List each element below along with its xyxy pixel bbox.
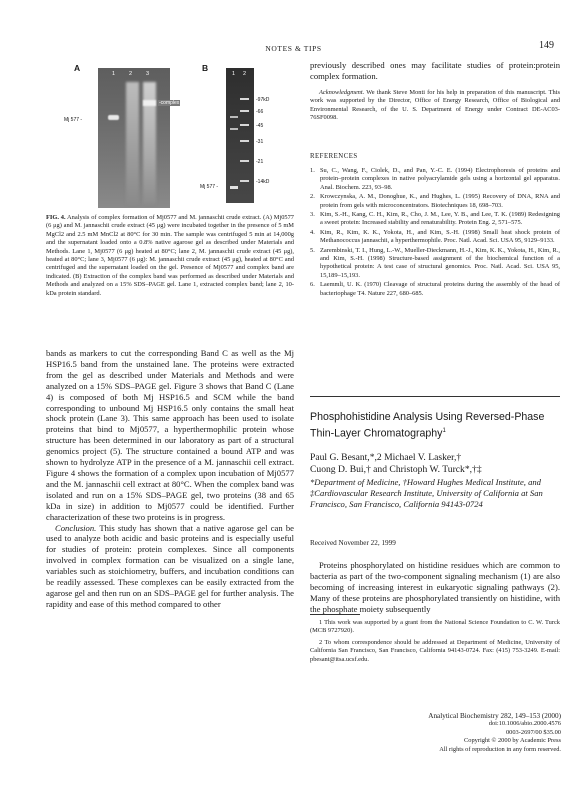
figure-caption	[46, 214, 294, 298]
reference-item: 6. Laemmli, U. K. (1970) Cleavage of structural proteins during the assembly of the head of bacteriophage T4. Nature 227, 680–685.	[310, 281, 560, 297]
rights: All rights of reproduction in any form reserved.	[439, 745, 561, 753]
gel-image-b	[226, 68, 254, 203]
complex-band	[143, 100, 156, 106]
reference-item: 3. Kim, S.-H., Kang, C. H., Kim, R., Cho, J. M., Lee, Y. B., and Lee, T. K. (1989) Redesigning a sweet protein: Increased stability and renaturability. Protein Eng. 2, 571–575.	[310, 211, 560, 227]
ack-text: We thank Steve Monti for his help in preparation of this manuscript. This work was supported by the Director, Office of Energy Research, Office of Biological and Environmental Research, of the U. S. Department of Energy under Contract DE-AC03-76SF0098.	[310, 89, 560, 122]
conclusion-paragraph	[46, 523, 294, 610]
reference-item: 1. Su, C., Wang, F., Ciolek, D., and Pan, Y.-C. E. (1994) Electrophoresis of proteins and protein–protein complexes in native polyacrylamide gels using a horizontal gel apparatus. Anal. Biochem. 223, 93–98.	[310, 167, 560, 191]
copyright: Copyright © 2000 by Academic Press	[464, 737, 561, 745]
doi: doi:10.1006/abio.2000.4576	[488, 720, 561, 728]
footnote-rule	[310, 614, 360, 615]
caption-text: Analysis of complex formation of Mj0577 and M. jannaschii crude extract. (A) Mj0577 (6 μg) and M. jannaschii crude extract (45 μg) were incubated together in the presence of 5 mM MgCl2 and 2.5 mM MnCl2 at 80°C for 30 min. The sample was centrifuged 5 min at 14,000g and the supernatant loaded onto a 0.8% native agarose gel as described under Materials and Methods. Lane 1, Mj0577 (6 μg) heated at 80°C; lane 2, M. jannaschii crude extract (45 μg), heated at 80°C; lane 3, Mj0577 (6 μg): M. jannaschii crude extract (45 μg), heated at 80°C and centrifuged and the supernatant loaded on the gel. Presence of Mj0577 and complex band are indicated. (B) Extraction of the complex band was performed as described under Materials and Methods and analyzed on a 15% SDS–PAGE gel. Lane 1, extracted complex band; lane 2, 10-kDa protein standard.	[46, 214, 294, 297]
right-continuation: previously described ones may facilitate studies of protein:protein complex formation.	[310, 60, 560, 81]
journal-citation: Analytical Biochemistry 282, 149–153 (2000)	[428, 712, 561, 720]
complex-marker-label: -complex	[159, 100, 180, 106]
figure-panel-a-label: A	[74, 63, 81, 73]
mj577-band	[108, 115, 119, 120]
lane-label: 1	[112, 71, 116, 77]
mw-tick: -66	[256, 109, 264, 115]
article-title: Phosphohistidine Analysis Using Reversed-Phase Thin-Layer Chromatography$^1$	[310, 411, 545, 440]
references-heading: REFERENCES	[310, 153, 358, 160]
journal-footer	[321, 712, 561, 754]
standard-band	[240, 160, 249, 162]
ack-heading: Acknowledgment.	[319, 89, 365, 96]
issn-price: 0003-2697/00 $35.00	[505, 728, 561, 736]
standard-band	[240, 98, 249, 100]
footnote-1: 1 This work was supported by a grant from the National Science Foundation to C. W. Turck (MCB 9727920).	[310, 619, 560, 635]
title-footnote-mark: 1	[442, 427, 446, 434]
mj577-marker-label: Mj 577 -	[64, 117, 83, 123]
figure-panel-b-label: B	[202, 63, 209, 73]
mw-tick: -14kD	[256, 179, 270, 185]
lane-label: 2	[243, 71, 247, 77]
lane-2-smear	[126, 82, 139, 204]
authors	[310, 452, 560, 476]
affiliation: *Department of Medicine, †Howard Hughes Medical Institute, and ‡Cardiovascular Research Institute, University of California at San Francisco, San Francisco, California 94143-0724	[310, 477, 543, 509]
reference-item: 2. Krowczynska, A. M., Donoghue, K., and Hughes, L. (1995) Recovery of DNA, RNA and protein from gels with microconcentrators. Biotechniques 18, 698–703.	[310, 193, 560, 209]
authors-line: Cuong D. Bui,† and Christoph W. Turck*,†‡	[310, 464, 482, 475]
received-date: Received November 22, 1999	[310, 539, 396, 547]
section-divider	[310, 396, 560, 397]
extracted-band	[230, 116, 238, 118]
standard-band	[240, 180, 249, 182]
extracted-band	[230, 128, 238, 130]
authors-line: Paul G. Besant,*,2 Michael V. Lasker,†	[310, 452, 462, 463]
mw-tick: -21	[256, 159, 264, 165]
lane-label: 3	[146, 71, 150, 77]
conclusion-heading: Conclusion.	[55, 522, 97, 533]
conclusion-text: This study has shown that a native agarose gel can be used to analyze both acidic and basic proteins and is especially useful for studies of protein: protein complexes. Since all components involved in complex formation can be visualized on a single lane, variables such as stoichiometry, buffers, and incubation conditions can be readily assessed. These complexes can be easily extracted from the agarose gel and then run on an SDS–PAGE gel for further analysis. The rapidity and ease of this method compared to other	[46, 522, 294, 609]
mw-tick: -31	[256, 139, 264, 145]
caption-label: FIG. 4.	[46, 214, 66, 221]
reference-item: 4. Kim, R., Kim, K. K., Yokota, H., and Kim, S.-H. (1998) Small heat shock protein of Methanococcus jannaschii, a hyperthermophile. Proc. Natl. Acad. Sci. USA 95, 9129–9133.	[310, 228, 560, 245]
running-header: NOTES & TIPS	[265, 44, 322, 53]
lane-label: 2	[129, 71, 133, 77]
standard-band	[240, 124, 249, 126]
page-number: 149	[539, 40, 554, 51]
mw-tick: -97kD	[256, 97, 270, 103]
intro-paragraph: Proteins phosphorylated on histidine residues which are common to bacteria as part of the two-component signaling mechanism (1) are also becoming of increasing interest in eukaryotic signaling pathways (2). Many of these proteins are phosphorylated transiently on histidine, with the phosphate moiety subsequently	[310, 560, 560, 614]
references-list	[310, 167, 560, 299]
gel-image-a	[98, 68, 170, 208]
mw-tick: -45	[256, 123, 264, 129]
standard-band	[240, 110, 249, 112]
acknowledgment	[310, 89, 560, 123]
body-paragraph: bands as markers to cut the corresponding Band C as well as the Mj HSP16.5 band from the unstained lane. The proteins were extracted from the gel as described under Materials and Methods and were analyzed on a 15% SDS–PAGE gel. Figure 3 shows that Band C (Lane 4) is composed of both Mj HSP16.5 and SCM while the band corresponding to unbound Mj HSP16.5 only contains the small heat shock protein (Lane 3). This same approach has been used to isolate proteins that bind to Mj0577, a hyperthermophilic protein whose structure has been determined in our laboratory as part of a structural genomics project (5). The structure contained a bound ATP and was shown to hydrolyze ATP in the presence of a M. jannaschii cell extract. Figure 4 shows the formation of a complex upon incubation of Mj0577 and the M. jannaschii cell extract at 80°C. When the complex band was isolated and run on a 15% SDS–PAGE gel, two proteins (38 and 65 kDa in size) in addition to Mj0577 could be identified. Further characterization of these two proteins is in progress.	[46, 348, 294, 522]
extracted-band	[230, 186, 238, 189]
reference-item: 5. Zarembinski, T. I., Hung, L.-W., Mueller-Dieckmann, H.-J., Kim, K. K., Yokota, H., Kim, R., and Kim, S.-H. (1998) Structure-based assignment of the biochemical function of a hypothetical protein: A test case of structural genomics. Proc. Natl. Acad. Sci. USA 95, 15,189–15,193.	[310, 246, 560, 279]
mj577-marker-label-b: Mj 577 -	[200, 184, 219, 190]
standard-band	[240, 140, 249, 142]
lane-label: 1	[232, 71, 236, 77]
left-column-body	[46, 348, 294, 610]
footnote-2: 2 To whom correspondence should be addressed at Department of Medicine, University of California San Francisco, San Francisco, California 94143-0724. Fax: (415) 753-3249. E-mail: pbesant@itsa.ucsf.edu.	[310, 639, 560, 663]
